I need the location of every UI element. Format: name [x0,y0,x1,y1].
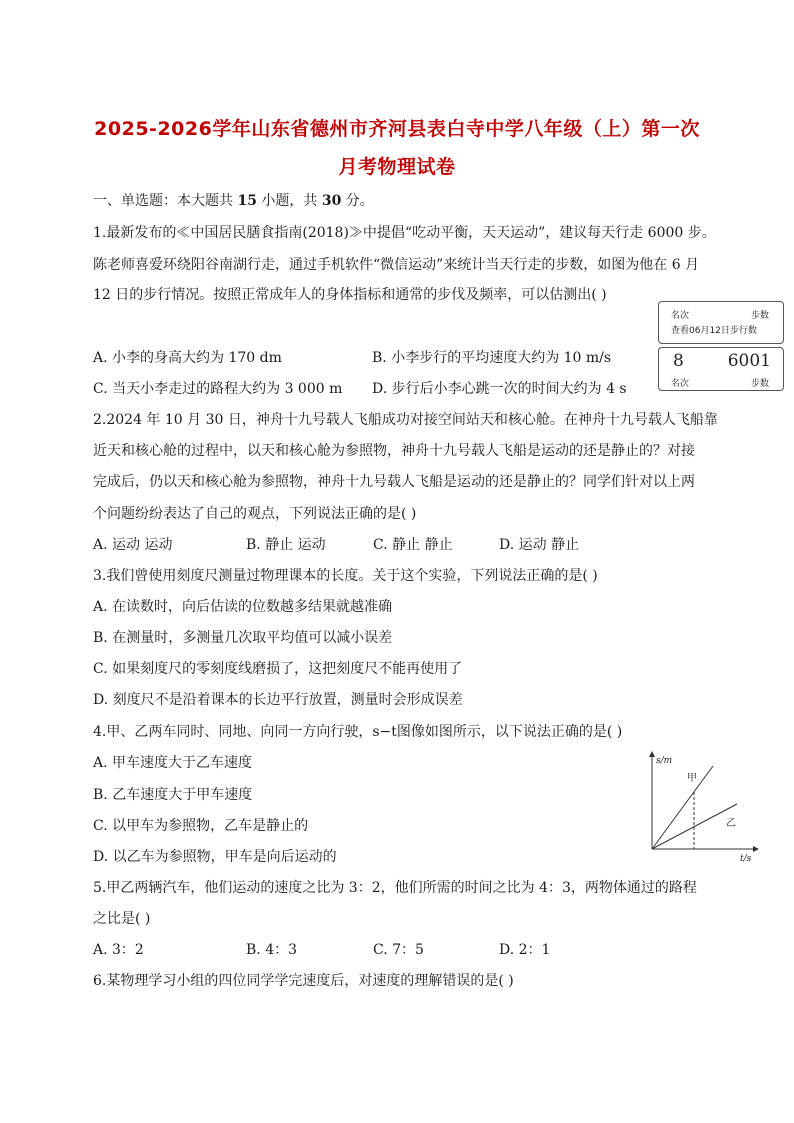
q1-stem-line1: 1.最新发布的≪中国居民膳食指南(2018)≫中提倡“吃动平衡，天天运动”，建议每天行走 6000 步。 [93,225,716,241]
q4-stem: 4.甲、乙两车同时、同地、向同一方向行驶，s−t图像如图所示，以下说法正确的是( ) [93,724,623,740]
q2-option-a: A. 运动 运动 [93,537,173,553]
t-axis-label: t/s [740,854,752,864]
steps-value: 6001 [727,351,771,371]
q1-stem-line2: 陈老师喜爱环绕阳谷南湖行走，通过手机软件“微信运动”来统计当天行走的步数，如图为他在 6 月 [93,257,700,273]
q3-option-c: C. 如果刻度尺的零刻度线磨损了，这把刻度尺不能再使用了 [93,661,463,677]
steps-label: 步数 [750,379,769,389]
q5-option-c: C. 7：5 [373,942,424,958]
q4-option-a: A. 甲车速度大于乙车速度 [93,755,253,771]
q3-option-b: B. 在测量时，多测量几次取平均值可以减小误差 [93,630,393,646]
q3-option-a: A. 在读数时，向后估读的位数越多结果就越准确 [93,599,393,615]
rank-value: 8 [673,351,684,371]
q4-option-b: B. 乙车速度大于甲车速度 [93,787,253,803]
q4-option-c: C. 以甲车为参照物，乙车是静止的 [93,818,309,834]
q2-option-c: C. 静止 静止 [373,537,453,553]
q2-stem-line2: 近天和核心舱的过程中，以天和核心舱为参照物，神舟十九号载人飞船是运动的还是静止的？对接 [93,443,695,459]
step-ranking-result-card [658,347,784,391]
rank-label: 名次 [671,311,690,321]
q1-option-d: D. 步行后小李心跳一次的时间大约为 4 s [372,381,627,397]
q5-stem-line2: 之比是( ) [93,911,151,927]
q5-stem-line1: 5.甲乙两辆汽车，他们运动的速度之比为 3：2，他们所需的时间之比为 4：3，两物体通过的路程 [93,880,697,896]
s-t-graph [640,748,764,866]
q1-option-c: C. 当天小李走过的路程大约为 3 000 m [93,381,343,397]
jia-label: 甲 [687,773,697,784]
rank-label: 名次 [671,379,690,389]
q5-option-b: B. 4：3 [246,942,298,958]
step-ranking-header-card [658,301,784,344]
q1-option-b: B. 小李步行的平均速度大约为 10 m/s [372,350,612,366]
q2-stem-line4: 个问题纷纷表达了自己的观点，下列说法正确的是( ) [93,506,417,522]
q2-stem-line3: 完成后，仍以天和核心舱为参照物，神舟十九号载人飞船是运动的还是静止的？同学们针对以上两 [93,474,695,490]
q5-option-d: D. 2：1 [499,942,551,958]
q2-option-b: B. 静止 运动 [246,537,326,553]
q6-stem: 6.某物理学习小组的四位同学学完速度后，对速度的理解错误的是( ) [93,973,514,989]
q1-stem-line3: 12 日的步行情况。按照正常成年人的身体指标和通常的步伐及频率，可以估测出( ) [93,287,607,303]
q3-stem: 3.我们曾使用刻度尺测量过物理课本的长度。关于这个实验，下列说法正确的是( ) [93,568,598,584]
s-axis-label: s/m [656,756,673,766]
yi-label: 乙 [726,818,736,829]
q3-option-d: D. 刻度尺不是沿着课本的长边平行放置，测量时会形成误差 [93,692,463,708]
q2-option-d: D. 运动 静止 [499,537,580,553]
exam-title-line2: 月考物理试卷 [338,156,456,178]
q1-option-a: A. 小李的身高大约为 170 dm [93,350,282,366]
exam-title-line1: 2025-2026学年山东省德州市齐河县表白寺中学八年级（上）第一次 [94,118,700,140]
q5-option-a: A. 3：2 [93,942,144,958]
steps-label: 步数 [750,311,769,321]
q2-stem-line1: 2.2024 年 10 月 30 日，神舟十九号载人飞船成功对接空间站天和核心舱。在神舟十九号载人飞船靠 [93,412,718,428]
q4-option-d: D. 以乙车为参照物，甲车是向后运动的 [93,849,337,865]
date-caption: 查看06月12日步行数 [671,326,757,336]
section-heading: 一、单选题：本大题共 15 小题，共 30 分。 [93,193,374,209]
line-jia [652,766,713,849]
